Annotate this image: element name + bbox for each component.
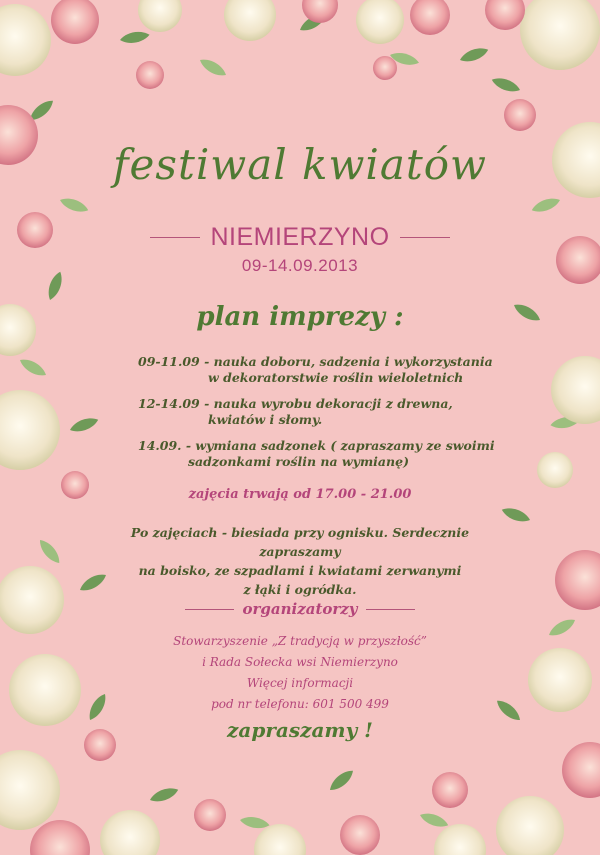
after-line: na boisko, ze szpadlami i kwiatami zerwanymi <box>138 563 462 578</box>
hours-note: zajęcia trwają od 17.00 - 21.00 <box>188 487 412 502</box>
schedule-item-line: 14.09. - wymiana sadzonek ( zapraszamy ze swoimi <box>138 438 495 453</box>
organizers-heading <box>185 598 415 620</box>
place-name: NIEMIERZYNO <box>210 222 390 251</box>
closing-invitation: zapraszamy ! <box>227 718 373 742</box>
schedule-item <box>138 396 498 428</box>
schedule-item-line: 09-11.09 - nauka doboru, sadzenia i wykorzystania <box>138 354 493 369</box>
place-heading <box>150 222 450 252</box>
schedule-item-line: w dekoratorstwie roślin wieloletnich <box>208 370 464 385</box>
schedule-item <box>138 354 498 386</box>
organizer-line: i Rada Sołecka wsi Niemierzyno <box>202 655 398 669</box>
right-divider <box>366 609 415 610</box>
left-divider <box>150 237 200 238</box>
left-divider <box>185 609 234 610</box>
after-line: Po zajęciach - biesiada przy ognisku. Serdecznie zapraszamy <box>130 525 470 559</box>
plan-heading: plan imprezy : <box>196 302 404 332</box>
schedule-item-line: sadzonkami roślin na wymianę) <box>188 454 409 469</box>
schedule-item-line: kwiatów i słomy. <box>208 412 323 427</box>
organizers-list <box>0 631 600 715</box>
organizer-line: Stowarzyszenie „Z tradycją w przyszłość” <box>173 634 427 648</box>
event-dates: 09-14.09.2013 <box>241 256 359 275</box>
schedule-item <box>138 438 498 470</box>
after-activities <box>120 523 480 599</box>
schedule-item-line: 12-14.09 - nauka wyrobu dekoracji z drewna, <box>138 396 453 411</box>
organizer-phone: pod nr telefonu: 601 500 499 <box>211 697 389 711</box>
schedule-list <box>138 354 498 480</box>
organizers-label: organizatorzy <box>242 600 358 618</box>
poster-title: festiwal kwiatów <box>112 140 488 189</box>
organizer-line: Więcej informacji <box>246 676 354 690</box>
bottom-flowers <box>100 767 486 855</box>
right-divider <box>400 237 450 238</box>
after-line: z łąki i ogródka. <box>243 582 357 597</box>
top-flowers <box>119 0 490 89</box>
